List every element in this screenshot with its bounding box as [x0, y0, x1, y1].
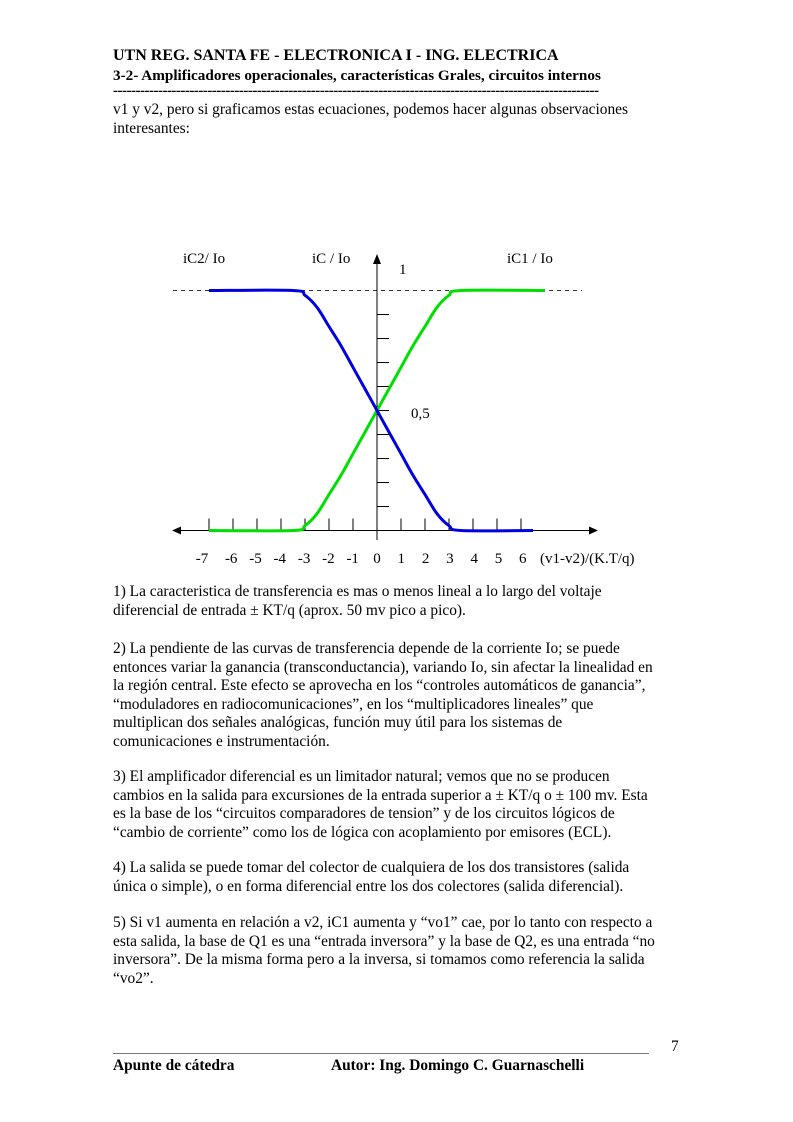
text-line: entonces variar la ganancia (transconductancia), variando Io, sin afectar la linealidad en [113, 658, 653, 676]
x-axis-left-arrow-icon [172, 527, 181, 535]
text-line: la región central. Este efecto se aprovecha en los “controles automáticos de ganancia”, [113, 677, 646, 695]
header-title: UTN REG. SANTA FE - ELECTRONICA I - ING. ELECTRICA [113, 47, 559, 64]
header-subtitle: 3-2- Amplificadores operacionales, características Grales, circuitos internos [113, 67, 601, 84]
y-label-half: 0,5 [411, 406, 430, 422]
y-axis-label: iC / Io [312, 251, 351, 267]
x-tick-label: 2 [421, 551, 430, 567]
series-ic2-curve [209, 290, 533, 531]
paragraph-5 [113, 914, 655, 988]
text-line: multiplican dos señales analógicas, función muy útil para los sistemas de [113, 714, 563, 732]
header-separator: ------------------------------------------------------------------------------------------------------------ [113, 83, 599, 99]
x-tick-label: 6 [519, 551, 527, 567]
paragraph-1 [113, 583, 602, 620]
text-line: esta salida, la base de Q1 es una “entrada inversora” y la base de Q2, es una entrada “no [113, 932, 655, 950]
footer-author: Autor: Ing. Domingo C. Guarnaschelli [331, 1057, 585, 1074]
x-axis-label: (v1-v2)/(K.T/q) [540, 551, 635, 567]
text-line: inversora”. De la misma forma pero a la inversa, si tomamos como referencia la salida [113, 951, 645, 969]
text-line: única o simple), o en forma diferencial entre los dos colectores (salida diferencial). [113, 877, 624, 895]
text-line: cambios en la salida para excursiones de la entrada superior a ± KT/q o ± 100 mv. Esta [113, 786, 648, 804]
footer-divider [113, 1053, 649, 1054]
series-label-ic1: iC1 / Io [507, 251, 553, 267]
page-number: 7 [671, 1038, 679, 1055]
text-line: 4) La salida se puede tomar del colector de cualquiera de los dos transistores (salida [113, 859, 630, 876]
paragraph-3 [113, 768, 648, 842]
series-label-ic2: iC2/ Io [183, 251, 226, 267]
text-line: 5) Si v1 aumenta en relación a v2, iC1 aumenta y “vo1” cae, por lo tanto con respecto a [113, 914, 653, 931]
x-tick-label: 4 [470, 551, 478, 567]
x-tick-label: 5 [494, 551, 503, 567]
x-tick-label: -3 [297, 551, 311, 567]
paragraph-2 [113, 640, 653, 752]
text-line: “cambio de corriente” como los de lógica con acoplamiento por emisores (ECL). [113, 823, 612, 841]
x-tick-label: -7 [195, 551, 209, 567]
text-line: “vo2”. [113, 969, 154, 987]
text-line: 2) La pendiente de las curvas de transferencia depende de la corriente Io; se puede [113, 640, 620, 657]
x-tick-label: -5 [249, 551, 262, 567]
x-tick-label: -1 [346, 551, 359, 567]
text-line: v1 y v2, pero si graficamos estas ecuaciones, podemos hacer algunas observaciones [113, 101, 628, 118]
x-tick-label: 3 [446, 551, 454, 567]
x-tick-label: 1 [397, 551, 406, 567]
y-label-one: 1 [399, 262, 407, 278]
text-line: es la base de los “circuitos comparadores de tension” y de los circuitos lógicos de [113, 805, 615, 823]
x-tick-label: -6 [224, 551, 238, 567]
text-line: 3) El amplificador diferencial es un limitador natural; vemos que no se producen [113, 768, 610, 785]
text-line: diferencial de entrada ± KT/q (aprox. 50 mv pico a pico). [113, 601, 466, 619]
footer-left: Apunte de cátedra [113, 1057, 235, 1074]
paragraph-4 [113, 859, 629, 896]
x-tick-label: 0 [373, 551, 381, 567]
x-tick-label: -4 [273, 551, 287, 567]
y-axis-arrow-icon [373, 254, 381, 264]
text-line: interesantes: [113, 119, 190, 137]
text-line: “moduladores en radiocomunicaciones”, en los “multiplicadores lineales” que [113, 695, 594, 713]
text-line: comunicaciones e instrumentación. [113, 732, 330, 750]
x-axis-right-arrow-icon [589, 527, 598, 535]
x-tick-label: -2 [322, 551, 335, 567]
text-line: 1) La caracteristica de transferencia es mas o menos lineal a lo largo del voltaje [113, 583, 602, 600]
